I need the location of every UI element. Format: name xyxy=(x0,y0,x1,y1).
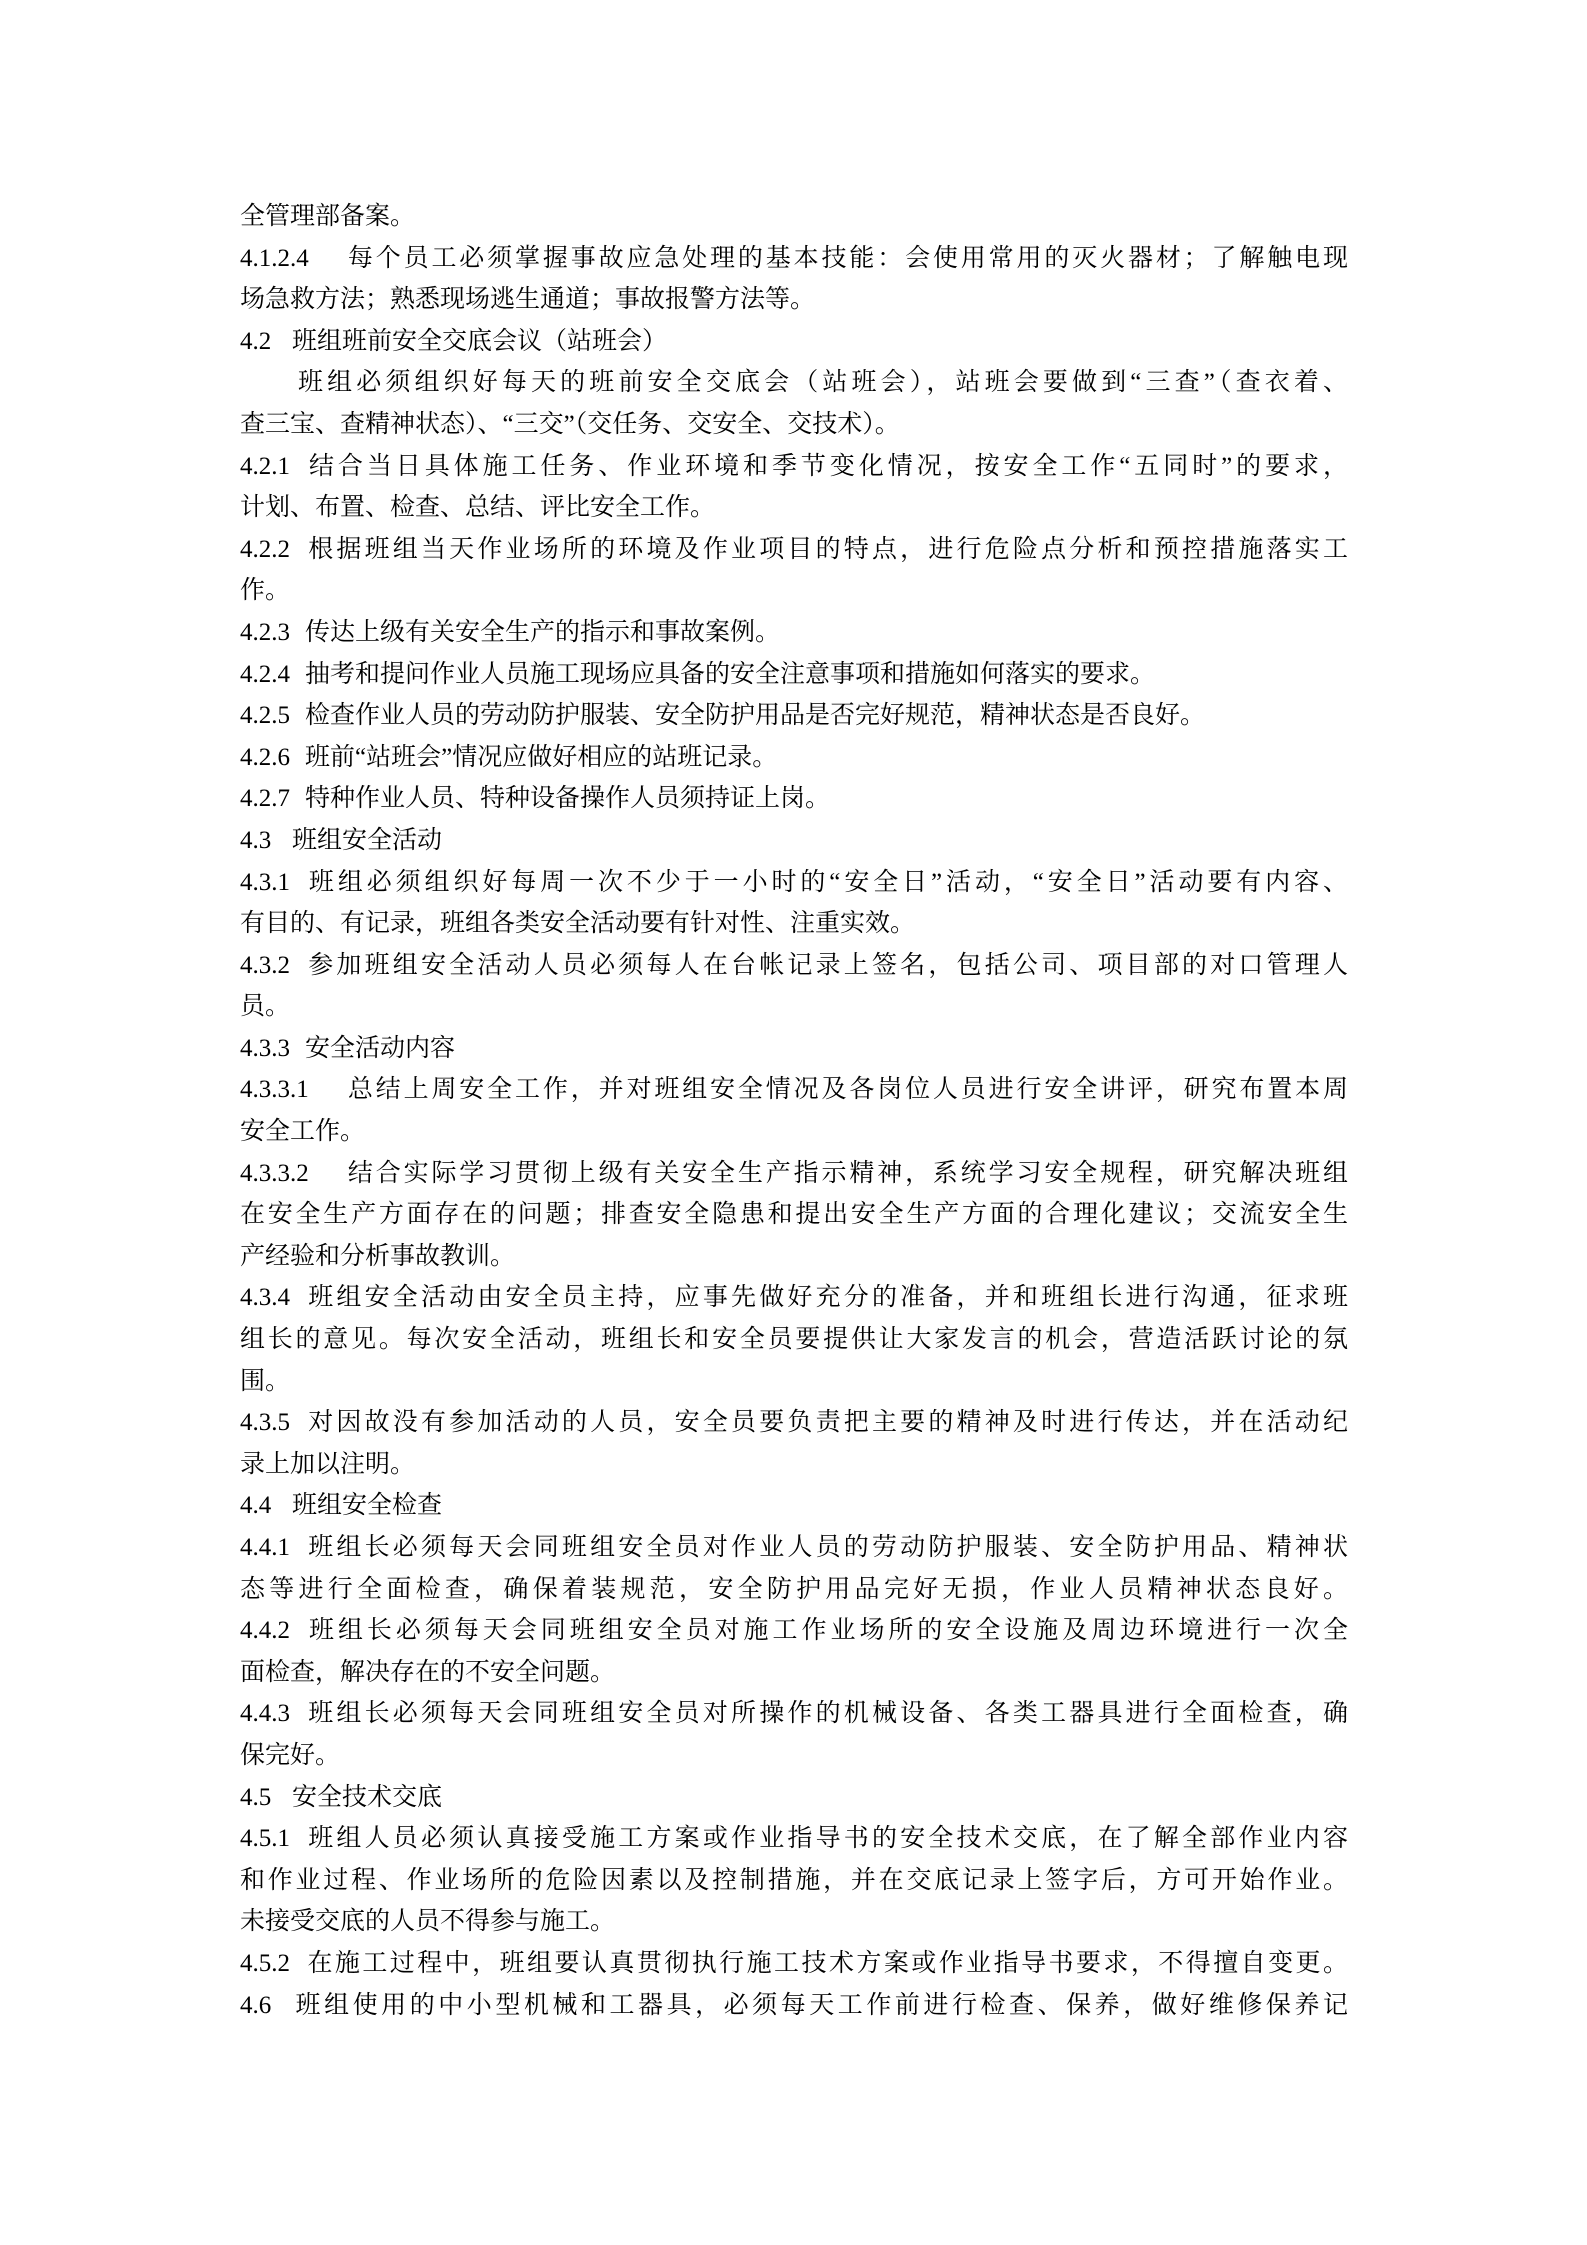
line-text: 传达上级有关安全生产的指示和事故案例。 xyxy=(305,618,781,646)
line-text: 未接受交底的人员不得参与施工。 xyxy=(240,1908,616,1936)
text-line xyxy=(240,1361,1348,1403)
clause-line xyxy=(240,778,1348,820)
clause-number: 4.2.6 xyxy=(240,743,290,771)
line-text: 班组必须组织好每周一次不少于一小时的“安全日”活动，“安全日”活动要有内容、 xyxy=(305,868,1348,896)
text-line xyxy=(240,903,1348,945)
line-text: 围。 xyxy=(240,1367,291,1395)
clause-number: 4.5.1 xyxy=(240,1825,290,1853)
clause-number: 4.2 xyxy=(240,327,272,355)
clause-line xyxy=(240,1069,1348,1111)
clause-line xyxy=(240,820,1348,862)
clause-line xyxy=(240,321,1348,363)
clause-number: 4.3.1 xyxy=(240,868,290,896)
line-text: 安全工作。 xyxy=(240,1118,366,1146)
clause-number: 4.2.2 xyxy=(240,535,290,563)
line-text: 组长的意见。每次安全活动，班组长和安全员要提供让大家发言的机会，营造活跃讨论的氛 xyxy=(240,1326,1348,1354)
line-text: 在施工过程中，班组要认真贯彻执行施工技术方案或作业指导书要求，不得擅自变更。 xyxy=(305,1949,1348,1977)
line-text: 员。 xyxy=(240,993,291,1021)
clause-number: 4.2.3 xyxy=(240,618,290,646)
line-text: 班组长必须每天会同班组安全员对作业人员的劳动防护服装、安全防护用品、精神状 xyxy=(305,1534,1348,1561)
text-line xyxy=(240,1860,1348,1902)
clause-line xyxy=(240,1402,1348,1444)
line-text: 安全活动内容 xyxy=(305,1034,456,1062)
clause-line xyxy=(240,238,1348,280)
line-text: 总结上周安全工作，并对班组安全情况及各岗位人员进行安全讲评，研究布置本周 xyxy=(345,1076,1348,1104)
clause-line xyxy=(240,945,1348,987)
clause-line xyxy=(240,862,1348,904)
clause-line xyxy=(240,1693,1348,1735)
clause-number: 4.4.2 xyxy=(240,1617,290,1645)
text-line xyxy=(240,1236,1348,1278)
clause-line xyxy=(240,695,1348,737)
line-text: 抽考和提问作业人员施工现场应具备的安全注意事项和措施如何落实的要求。 xyxy=(305,660,1156,688)
line-text: 班组安全活动 xyxy=(292,826,443,854)
clause-line xyxy=(240,654,1348,696)
clause-number: 4.3.4 xyxy=(240,1284,290,1312)
clause-line xyxy=(240,1153,1348,1195)
line-text: 有目的、有记录，班组各类安全活动要有针对性、注重实效。 xyxy=(240,910,916,938)
clause-line xyxy=(240,737,1348,779)
document-body xyxy=(240,196,1348,2026)
line-text: 参加班组安全活动人员必须每人在台帐记录上签名，包括公司、项目部的对口管理人 xyxy=(305,951,1348,979)
clause-line xyxy=(240,1610,1348,1652)
clause-line xyxy=(240,446,1348,488)
text-line xyxy=(240,1194,1348,1236)
clause-number: 4.3.3 xyxy=(240,1034,290,1062)
line-text: 班前“站班会”情况应做好相应的站班记录。 xyxy=(305,743,778,771)
clause-number: 4.5.2 xyxy=(240,1949,290,1977)
line-text: 结合实际学习贯彻上级有关安全生产指示精神，系统学习安全规程，研究解决班组 xyxy=(345,1159,1348,1187)
clause-number: 4.2.5 xyxy=(240,702,290,730)
line-text: 态等进行全面检查，确保着装规范，安全防护用品完好无损，作业人员精神状态良好。 xyxy=(240,1575,1348,1603)
line-text: 全管理部备案。 xyxy=(240,203,416,230)
clause-line xyxy=(240,1985,1348,2027)
clause-number: 4.3.3.2 xyxy=(240,1159,309,1187)
clause-line xyxy=(240,1943,1348,1985)
clause-number: 4.4.1 xyxy=(240,1534,290,1561)
clause-line xyxy=(240,1277,1348,1319)
text-line xyxy=(240,570,1348,612)
clause-number: 4.3.2 xyxy=(240,951,290,979)
line-text: 根据班组当天作业场所的环境及作业项目的特点，进行危险点分析和预控措施落实工 xyxy=(305,535,1348,563)
text-line xyxy=(240,1901,1348,1943)
text-line xyxy=(240,196,1348,238)
clause-number: 4.2.7 xyxy=(240,785,290,813)
text-line xyxy=(240,1735,1348,1777)
text-line xyxy=(240,404,1348,446)
clause-number: 4.3.3.1 xyxy=(240,1076,309,1104)
line-text: 班组长必须每天会同班组安全员对所操作的机械设备、各类工器具进行全面检查，确 xyxy=(305,1700,1348,1728)
clause-line xyxy=(240,1777,1348,1819)
clause-number: 4.4 xyxy=(240,1492,272,1520)
text-line xyxy=(240,986,1348,1028)
line-text: 检查作业人员的劳动防护服装、安全防护用品是否完好规范，精神状态是否良好。 xyxy=(305,702,1206,730)
clause-line xyxy=(240,1527,1348,1569)
line-text: 作。 xyxy=(240,577,291,605)
line-text: 场急救方法；熟悉现场逃生通道；事故报警方法等。 xyxy=(240,286,816,314)
clause-line xyxy=(240,1485,1348,1527)
clause-line xyxy=(240,612,1348,654)
text-line xyxy=(240,1111,1348,1153)
line-text: 班组班前安全交底会议（站班会） xyxy=(292,327,668,355)
line-text: 班组安全活动由安全员主持，应事先做好充分的准备，并和班组长进行沟通，征求班 xyxy=(305,1284,1348,1312)
line-text: 结合当日具体施工任务、作业环境和季节变化情况，按安全工作“五同时”的要求， xyxy=(305,452,1348,480)
clause-number: 4.3 xyxy=(240,826,272,854)
text-line xyxy=(240,279,1348,321)
clause-number: 4.4.3 xyxy=(240,1700,290,1728)
line-text: 面检查，解决存在的不安全问题。 xyxy=(240,1658,616,1686)
text-line xyxy=(240,1652,1348,1694)
text-line xyxy=(240,1569,1348,1611)
text-line xyxy=(240,1319,1348,1361)
line-text: 安全技术交底 xyxy=(292,1783,443,1811)
line-text: 班组长必须每天会同班组安全员对施工作业场所的安全设施及周边环境进行一次全 xyxy=(305,1617,1348,1645)
clause-number: 4.5 xyxy=(240,1783,272,1811)
text-line xyxy=(240,362,1348,404)
line-text: 特种作业人员、特种设备操作人员须持证上岗。 xyxy=(305,785,831,813)
line-text: 班组必须组织好每天的班前安全交底会（站班会），站班会要做到“三查”（查衣着、 xyxy=(298,369,1348,397)
clause-number: 4.2.4 xyxy=(240,660,290,688)
clause-number: 4.1.2.4 xyxy=(240,244,309,272)
line-text: 查三宝、查精神状态）、“三交”（交任务、交安全、交技术）。 xyxy=(240,410,900,438)
clause-line xyxy=(240,529,1348,571)
line-text: 和作业过程、作业场所的危险因素以及控制措施，并在交底记录上签字后，方可开始作业。 xyxy=(240,1866,1348,1894)
line-text: 在安全生产方面存在的问题；排查安全隐患和提出安全生产方面的合理化建议；交流安全生 xyxy=(240,1201,1348,1229)
text-line xyxy=(240,1444,1348,1486)
line-text: 班组使用的中小型机械和工器具，必须每天工作前进行检查、保养，做好维修保养记 xyxy=(292,1991,1348,2019)
clause-number: 4.6 xyxy=(240,1991,272,2019)
text-line xyxy=(240,487,1348,529)
line-text: 计划、布置、检查、总结、评比安全工作。 xyxy=(240,494,716,522)
line-text: 对因故没有参加活动的人员，安全员要负责把主要的精神及时进行传达，并在活动纪 xyxy=(305,1409,1348,1437)
line-text: 录上加以注明。 xyxy=(240,1450,416,1478)
line-text: 班组人员必须认真接受施工方案或作业指导书的安全技术交底，在了解全部作业内容 xyxy=(305,1825,1348,1853)
line-text: 班组安全检查 xyxy=(292,1492,443,1520)
line-text: 产经验和分析事故教训。 xyxy=(240,1242,516,1270)
line-text: 保完好。 xyxy=(240,1741,341,1769)
clause-line xyxy=(240,1028,1348,1070)
clause-number: 4.3.5 xyxy=(240,1409,290,1437)
line-text: 每个员工必须掌握事故应急处理的基本技能：会使用常用的灭火器材；了解触电现 xyxy=(345,244,1348,272)
clause-number: 4.2.1 xyxy=(240,452,290,480)
clause-line xyxy=(240,1818,1348,1860)
